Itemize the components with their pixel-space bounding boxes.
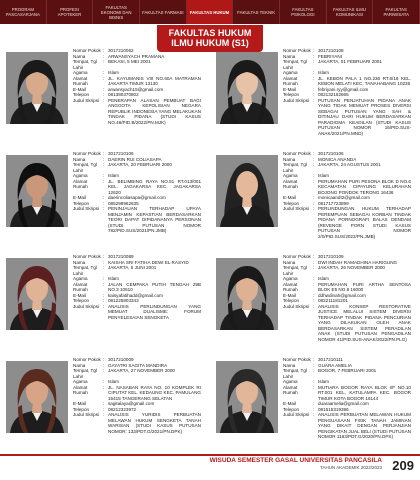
agama-label: Agama: [73, 276, 88, 281]
tempat-tgl-lahir-label: Tempat, Tgl Lahir: [283, 368, 307, 379]
nama-value: GUARA AMELIA: [318, 362, 352, 368]
email-value: ddhwdinah@gmail.com: [318, 292, 366, 298]
tempat-tgl-lahir-value: JAKARTA, 5 JUNI 2001: [108, 265, 157, 270]
agama-value: Islam: [318, 173, 329, 178]
faculty-title: FAKULTAS HUKUM: [168, 28, 252, 38]
graduate-photo: [216, 155, 278, 227]
email-label: E-Mail: [283, 401, 297, 406]
field-alamat-rumah: [283, 76, 411, 87]
graduate-card: [0, 45, 205, 148]
colon-separator: :: [313, 48, 315, 53]
telepon-value: 081717723899: [318, 200, 349, 206]
graduate-card: [210, 251, 415, 354]
agama-label: Agama: [73, 379, 88, 384]
graduate-info: [73, 48, 201, 125]
footer-divider: [0, 454, 420, 456]
graduate-photo: [216, 52, 278, 124]
graduate-info: [73, 151, 201, 234]
graduate-info: [283, 151, 411, 239]
field-alamat-rumah: [283, 282, 411, 293]
graduate-info: [283, 357, 411, 440]
colon-separator: :: [103, 156, 105, 162]
telepon-label: Telepon: [73, 406, 90, 412]
nama-value: DWI INDAH RAMADHINA HARIGUNG: [318, 259, 398, 265]
colon-separator: :: [313, 92, 315, 97]
tab-pascasarjana[interactable]: PROGRAM PASCASARJANA: [0, 0, 47, 24]
alamat-rumah-value: PERUMAHAN PURI ARTHA SENTOSA BLOK E5 NO.8 16000: [318, 281, 411, 292]
colon-separator: :: [313, 368, 315, 373]
judul-skripsi-value: PENINJAUAN TERHADAP UPAYA MENJAMIN KEPASTIAN BERDASARKAN TEORI DAPAT DIPIDANANYA PERSONAN (STUDI PUTUSAN NOMOR 782/PID.SUS/2021/PN.JMB): [108, 206, 201, 233]
graduate-info: [73, 357, 201, 434]
field-tempat-tgl-lahir: [283, 368, 411, 379]
nomor-pokok-label: Nomor Pokok: [283, 357, 311, 362]
email-label: E-Mail: [73, 195, 87, 200]
colon-separator: :: [313, 357, 315, 362]
tempat-tgl-lahir-label: Tempat, Tgl Lahir: [73, 59, 97, 70]
tab-ilmu-komunikasi[interactable]: FAKULTAS ILMU KOMUNIKASI: [327, 0, 374, 24]
colon-separator: :: [103, 195, 105, 200]
alamat-rumah-value: JL. KAYUMANIS VIII NO.60A MATRAMAN JAKARTA TIMUR 13130: [108, 75, 201, 86]
nama-label: Nama: [73, 259, 86, 265]
telepon-label: Telepon: [283, 298, 300, 303]
agama-label: Agama: [73, 173, 88, 178]
alamat-rumah-label: Alamat Rumah: [283, 75, 298, 86]
telepon-label: Telepon: [283, 92, 300, 97]
colon-separator: :: [103, 173, 105, 178]
telepon-value: 085298962635: [108, 200, 139, 206]
colon-separator: :: [313, 75, 315, 81]
colon-separator: :: [313, 162, 315, 167]
colon-separator: :: [103, 368, 105, 373]
agama-label: Agama: [73, 70, 88, 75]
field-tempat-tgl-lahir: [73, 162, 201, 173]
graduate-info: [283, 48, 411, 136]
telepon-label: Telepon: [73, 92, 90, 97]
nomor-pokok-label: Nomor Pokok: [73, 357, 101, 362]
judul-skripsi-label: Judul Skripsi: [73, 206, 100, 211]
colon-separator: :: [103, 200, 105, 206]
email-value: arwansyach15@gmail.com: [108, 86, 164, 92]
tempat-tgl-lahir-label: Tempat, Tgl Lahir: [73, 368, 97, 379]
colon-separator: :: [313, 412, 315, 417]
colon-separator: :: [103, 276, 105, 281]
field-judul-skripsi: [73, 412, 201, 434]
colon-separator: :: [103, 292, 105, 298]
graduate-card: [210, 148, 415, 251]
field-tempat-tgl-lahir: [283, 162, 411, 173]
colon-separator: :: [103, 53, 105, 59]
colon-separator: :: [103, 406, 105, 412]
email-label: E-Mail: [73, 292, 87, 298]
graduate-card: [0, 251, 205, 354]
graduate-photo: [6, 155, 68, 227]
field-judul-skripsi: [283, 98, 411, 137]
email-label: E-Mail: [73, 86, 87, 92]
graduate-info: [73, 254, 201, 320]
colon-separator: :: [103, 97, 105, 103]
colon-separator: :: [103, 92, 105, 97]
tempat-tgl-lahir-value: JAKARTA, 26 NOVEMBER 2000: [318, 265, 385, 270]
judul-skripsi-label: Judul Skripsi: [283, 206, 310, 211]
field-judul-skripsi: [73, 206, 201, 234]
judul-skripsi-value: ANALISIS KONSEP RESTORATIVE JUSTICE MELALUI SISTEM DIVERSI TERHADAP TINDAK PIDANA PENCURIAN YANG DILAKUKAN OLEH ANAK BERDASARKAN SISTEM PERADILAN ANAK (STUDI PUTUSAN PENGADILAN NOMOR 41/PID.SUS-ANAK/2022/PN.PLG): [318, 303, 411, 342]
person-silhouette-icon: [216, 155, 278, 227]
colon-separator: :: [103, 357, 105, 362]
colon-separator: :: [103, 206, 105, 211]
nama-label: Nama: [73, 156, 86, 162]
telepon-value: 081225803343: [108, 298, 139, 303]
colon-separator: :: [103, 362, 105, 368]
colon-separator: :: [103, 379, 105, 384]
nomor-pokok-value: 3017210089: [108, 254, 134, 259]
alamat-rumah-value: JL. KEBON PALA 1 NO.236 RT.6/16 KEL. KEBON MELATI KEC. TANAHABANG 10236: [318, 75, 411, 86]
agama-label: Agama: [283, 70, 298, 75]
agama-value: Islam: [318, 70, 329, 75]
nomor-pokok-value: 3017210111: [318, 357, 343, 362]
tempat-tgl-lahir-label: Tempat, Tgl Lahir: [283, 59, 307, 70]
telepon-label: Telepon: [283, 406, 300, 412]
colon-separator: :: [313, 281, 315, 287]
tab-profesi-apoteker[interactable]: PROFESI APOTEKER: [47, 0, 94, 24]
field-judul-skripsi: [283, 304, 411, 343]
field-alamat-rumah: [73, 179, 201, 196]
graduate-card: [0, 148, 205, 251]
email-value: duaraamelia@gmail.com: [318, 401, 369, 406]
colon-separator: :: [103, 254, 105, 259]
colon-separator: :: [313, 86, 315, 92]
tempat-tgl-lahir-label: Tempat, Tgl Lahir: [73, 162, 97, 173]
colon-separator: :: [103, 259, 105, 265]
judul-skripsi-label: Judul Skripsi: [73, 97, 100, 103]
page-number: 209: [392, 458, 414, 473]
field-judul-skripsi: [283, 206, 411, 239]
agama-value: Islam: [108, 70, 119, 75]
email-value: febriyani.ryy@gmail.com: [318, 86, 369, 92]
colon-separator: :: [103, 281, 105, 287]
field-judul-skripsi: [73, 304, 201, 321]
telepon-value: 081515319396: [318, 406, 349, 412]
telepon-value: 081380370802: [108, 92, 139, 97]
judul-skripsi-label: Judul Skripsi: [283, 303, 310, 309]
nama-value: KAISHA SRI FATIHA DEWI EL RASYID: [108, 259, 189, 265]
alamat-rumah-label: Alamat Rumah: [73, 384, 88, 395]
colon-separator: :: [103, 162, 105, 167]
nama-label: Nama: [73, 53, 86, 59]
graduate-info: [283, 254, 411, 342]
colon-separator: :: [313, 97, 315, 103]
email-value: monicaandt2@gmail.com: [318, 195, 370, 200]
nama-label: Nama: [283, 362, 296, 368]
graduate-card: [210, 354, 415, 457]
colon-separator: :: [313, 384, 315, 390]
alamat-rumah-value: JL. NASABAN RAYA NO. 10 KOMPLEK RI CIPUTAT KEL. KEDAUNG KEC. PAMULANG 15415 TANGERANG SELATAN: [108, 384, 201, 401]
nama-value: DAERIN RUI COLIASAPA: [108, 156, 162, 162]
tab-ekonomi-bisnis[interactable]: FAKULTAS EKONOMI DAN BISNIS: [93, 0, 140, 24]
nomor-pokok-value: 3017210009: [108, 357, 134, 362]
colon-separator: :: [103, 412, 105, 417]
tempat-tgl-lahir-value: BEKASI, 5 MEI 2001: [108, 59, 151, 64]
nama-value: GAYATRI SAGITA MANDIRA: [108, 362, 168, 368]
field-tempat-tgl-lahir: [73, 59, 201, 70]
alamat-rumah-value: JALAN CEMPAKA PUTIH TENGAH 29B NO.3 10510: [108, 281, 201, 292]
tempat-tgl-lahir-label: Tempat, Tgl Lahir: [73, 265, 97, 276]
email-label: E-Mail: [283, 86, 297, 92]
nomor-pokok-value: 3017210062: [108, 48, 134, 53]
field-alamat-rumah: [283, 385, 411, 402]
colon-separator: :: [103, 59, 105, 64]
field-alamat-rumah: [73, 76, 201, 87]
colon-separator: :: [103, 86, 105, 92]
email-label: E-Mail: [283, 195, 297, 200]
judul-skripsi-label: Judul Skripsi: [283, 412, 310, 417]
field-alamat-rumah: [73, 385, 201, 402]
alamat-rumah-label: Alamat Rumah: [73, 75, 88, 86]
judul-skripsi-label: Judul Skripsi: [283, 97, 310, 103]
agama-value: Islam: [318, 276, 329, 281]
nama-label: Nama: [283, 53, 296, 59]
tab-pariwisata[interactable]: FAKULTAS PARIWISATA: [373, 0, 420, 24]
judul-skripsi-value: PERLINDUNGAN HUKUM TERHADAP PEREMPUAN SEBAGAI KORBAN TINDAK PIDANA PORNOGRAFI BALAS DENDAM (REVENGE PORN STUDI KASUS PUTUSAN NOMOR 2/0/PID.SUS/2022/PN.JMB): [318, 206, 411, 239]
graduate-photo: [216, 361, 278, 433]
alamat-rumah-label: Alamat Rumah: [73, 178, 88, 189]
alamat-rumah-value: JL. BELIMBING RAYA NO.51 RT.013/001 KEL. JAGAKARSA KEC. JAGAKARSA 12620: [108, 178, 201, 195]
telepon-label: Telepon: [73, 200, 90, 206]
tempat-tgl-lahir-value: JAKARTA, 27 NOVEMBER 2000: [108, 368, 175, 373]
judul-skripsi-label: Judul Skripsi: [73, 303, 100, 309]
field-alamat-rumah: [73, 282, 201, 293]
email-value: kaisyafatihadd@gmail.com: [108, 292, 163, 298]
colon-separator: :: [103, 178, 105, 184]
field-tempat-tgl-lahir: [73, 265, 201, 276]
tempat-tgl-lahir-value: JAKARTA, 20 FEBRUARI 2000: [108, 162, 172, 167]
field-judul-skripsi: [73, 98, 201, 126]
colon-separator: :: [103, 70, 105, 75]
tab-hukum[interactable]: FAKULTAS HUKUM: [187, 0, 234, 24]
nomor-pokok-value: 3017210106: [318, 151, 344, 156]
graduate-photo: [6, 52, 68, 124]
agama-value: Islam: [318, 379, 329, 384]
colon-separator: :: [313, 303, 315, 309]
nama-label: Nama: [283, 156, 296, 162]
colon-separator: :: [313, 276, 315, 281]
colon-separator: :: [313, 151, 315, 156]
nama-label: Nama: [283, 259, 296, 265]
nama-value: MONICA ANANDA: [318, 156, 357, 162]
field-tempat-tgl-lahir: [73, 368, 201, 379]
colon-separator: :: [313, 70, 315, 75]
field-tempat-tgl-lahir: [283, 59, 411, 70]
graduate-card: [0, 354, 205, 457]
nomor-pokok-label: Nomor Pokok: [73, 48, 101, 53]
colon-separator: :: [313, 362, 315, 368]
tab-farmasi[interactable]: FAKULTAS FARMASI: [140, 0, 187, 24]
graduate-photo: [6, 361, 68, 433]
alamat-rumah-label: Alamat Rumah: [73, 281, 88, 292]
agama-value: Islam: [108, 173, 119, 178]
colon-separator: :: [103, 298, 105, 303]
colon-separator: :: [313, 178, 315, 184]
nomor-pokok-label: Nomor Pokok: [283, 151, 311, 156]
nama-value: FEBRIYANI: [318, 53, 342, 59]
alamat-rumah-label: Alamat Rumah: [283, 281, 298, 292]
person-silhouette-icon: [6, 258, 68, 330]
footer: [210, 457, 382, 471]
graduate-photo: [6, 258, 68, 330]
colon-separator: :: [313, 195, 315, 200]
nama-value: ARWANSYACH PRAMANA: [108, 53, 165, 59]
colon-separator: :: [103, 265, 105, 270]
alamat-rumah-value: MUTIARA BOGOR RAYA BLOK I/F NO.10 RT.001 KEL. KATULAMPA KEC. BOGOR TIMUR KOTA BOGOR 16144: [318, 384, 411, 401]
tab-psikologi[interactable]: FAKULTAS PSIKOLOGI: [280, 0, 327, 24]
colon-separator: :: [103, 48, 105, 53]
agama-label: Agama: [283, 379, 298, 384]
agama-label: Agama: [283, 173, 298, 178]
nomor-pokok-value: 3017210106: [108, 151, 134, 156]
person-silhouette-icon: [216, 52, 278, 124]
alamat-rumah-label: Alamat Rumah: [283, 384, 298, 395]
colon-separator: :: [103, 303, 105, 309]
email-value: daerincoliasapa@gmail.com: [108, 195, 166, 200]
person-silhouette-icon: [216, 361, 278, 433]
colon-separator: :: [313, 53, 315, 59]
nomor-pokok-label: Nomor Pokok: [73, 151, 101, 156]
colon-separator: :: [103, 151, 105, 156]
colon-separator: :: [313, 379, 315, 384]
colon-separator: :: [313, 200, 315, 206]
nomor-pokok-label: Nomor Pokok: [283, 254, 311, 259]
colon-separator: :: [313, 173, 315, 178]
tempat-tgl-lahir-value: BOGOR, 7 FEBRUARI 2001: [318, 368, 377, 373]
tempat-tgl-lahir-value: JAKARTA, 01 FEBRUARI 2001: [318, 59, 382, 64]
colon-separator: :: [313, 254, 315, 259]
colon-separator: :: [313, 206, 315, 211]
email-value: sagitalaya@gmail.com: [108, 401, 155, 406]
colon-separator: :: [103, 384, 105, 390]
judul-skripsi-value: ANALISIS PERBUATAN MELAWAN HUKUM PENGUASAAN FISIK TANAH JAMINAN YANG DIKAIT DENGAN PERJANJIAN PENGIKATAN JUAL BELI (STUDI PUTUSAN NOMOR 1183/PDT.G/2020/PN.DPS): [318, 412, 411, 439]
nama-label: Nama: [73, 362, 86, 368]
telepon-label: Telepon: [73, 298, 90, 303]
program-title: ILMU HUKUM (S1): [171, 38, 249, 48]
person-silhouette-icon: [6, 52, 68, 124]
nomor-pokok-value: 3017210109: [318, 254, 344, 259]
footer-year: TAHUN AKADEMIK 2022/2023: [320, 465, 382, 470]
telepon-label: Telepon: [283, 200, 300, 206]
graduate-photo: [216, 258, 278, 330]
tempat-tgl-lahir-label: Tempat, Tgl Lahir: [283, 265, 307, 276]
colon-separator: :: [103, 75, 105, 81]
judul-skripsi-value: ANALISIS YURIDIS PERBUATAN MELAWAN HUKUM SENGKETA TANAH WARISAN (STUDI KASUS PUTUSAN NOMOR: 133/PDT.G/2021/PN.DPK): [108, 412, 201, 434]
field-alamat-rumah: [283, 179, 411, 196]
nomor-pokok-value: 3017210108: [318, 48, 344, 53]
person-silhouette-icon: [6, 361, 68, 433]
tempat-tgl-lahir-value: JAKARTA, 24 AGUSTUS 2001: [318, 162, 381, 167]
colon-separator: :: [103, 401, 105, 406]
email-label: E-Mail: [283, 292, 297, 298]
colon-separator: :: [313, 265, 315, 270]
nomor-pokok-label: Nomor Pokok: [73, 254, 101, 259]
alamat-rumah-value: PERUMAHAN PURI PESONA BLOK D NO.6 KECAMATAN CIPAYUNG KELURAHAN BOJONG PONDOK TERONG 16436: [318, 178, 411, 195]
judul-skripsi-value: PENERAPAN ALASAN PEMBUAT BAGI ANGGOTA KEPOLISIAN NEGARA REPUBLIK INDONESIA YANG MELAKUKAN TINDAK PIDANA (STUDI KASUS NO.46/PID.B/2022/PN.MJK): [108, 97, 201, 125]
telepon-value: 08212323972: [108, 406, 137, 412]
colon-separator: :: [313, 406, 315, 412]
alamat-rumah-label: Alamat Rumah: [283, 178, 298, 189]
field-tempat-tgl-lahir: [283, 265, 411, 276]
colon-separator: :: [313, 298, 315, 303]
nomor-pokok-label: Nomor Pokok: [283, 48, 311, 53]
person-silhouette-icon: [216, 258, 278, 330]
colon-separator: :: [313, 401, 315, 406]
judul-skripsi-value: ANALISIS PERLINDUNGAN YANG MEMUAT DUALISME: FORUM PENYELESAIAN SENGKETA: [108, 303, 201, 320]
telepon-value: 082132162665: [318, 92, 349, 97]
faculty-tabs: [0, 0, 420, 24]
agama-value: Islam: [108, 276, 119, 281]
judul-skripsi-label: Judul Skripsi: [73, 412, 100, 417]
agama-value: Islam: [108, 379, 119, 384]
graduate-card: [210, 45, 415, 148]
judul-skripsi-value: PUTUSAN PENJATUHAN PIDANA ANAK YANG TIDAK MEMUAT PROSES DIVERSI SEBAGAI PUTUSAN YANG SAH & DITINJAU DARI HUKUM BERDASARKAN PARADIGMA KEADILAN (STUDI KASUS PUTUSAN NOMOR 16/PID.SUS-ANAK/2021/PN.MND): [318, 97, 411, 136]
colon-separator: :: [313, 259, 315, 265]
email-label: E-Mail: [73, 401, 87, 406]
colon-separator: :: [313, 59, 315, 64]
tab-teknik[interactable]: FAKULTAS TEKNIK: [233, 0, 280, 24]
field-judul-skripsi: [283, 412, 411, 440]
agama-label: Agama: [283, 276, 298, 281]
person-silhouette-icon: [6, 155, 68, 227]
footer-title: WISUDA SEMESTER GASAL UNIVERSITAS PANCASILA: [209, 457, 382, 464]
colon-separator: :: [313, 292, 315, 298]
tempat-tgl-lahir-label: Tempat, Tgl Lahir: [283, 162, 307, 173]
telepon-value: 082211181201: [318, 298, 348, 303]
colon-separator: :: [313, 156, 315, 162]
